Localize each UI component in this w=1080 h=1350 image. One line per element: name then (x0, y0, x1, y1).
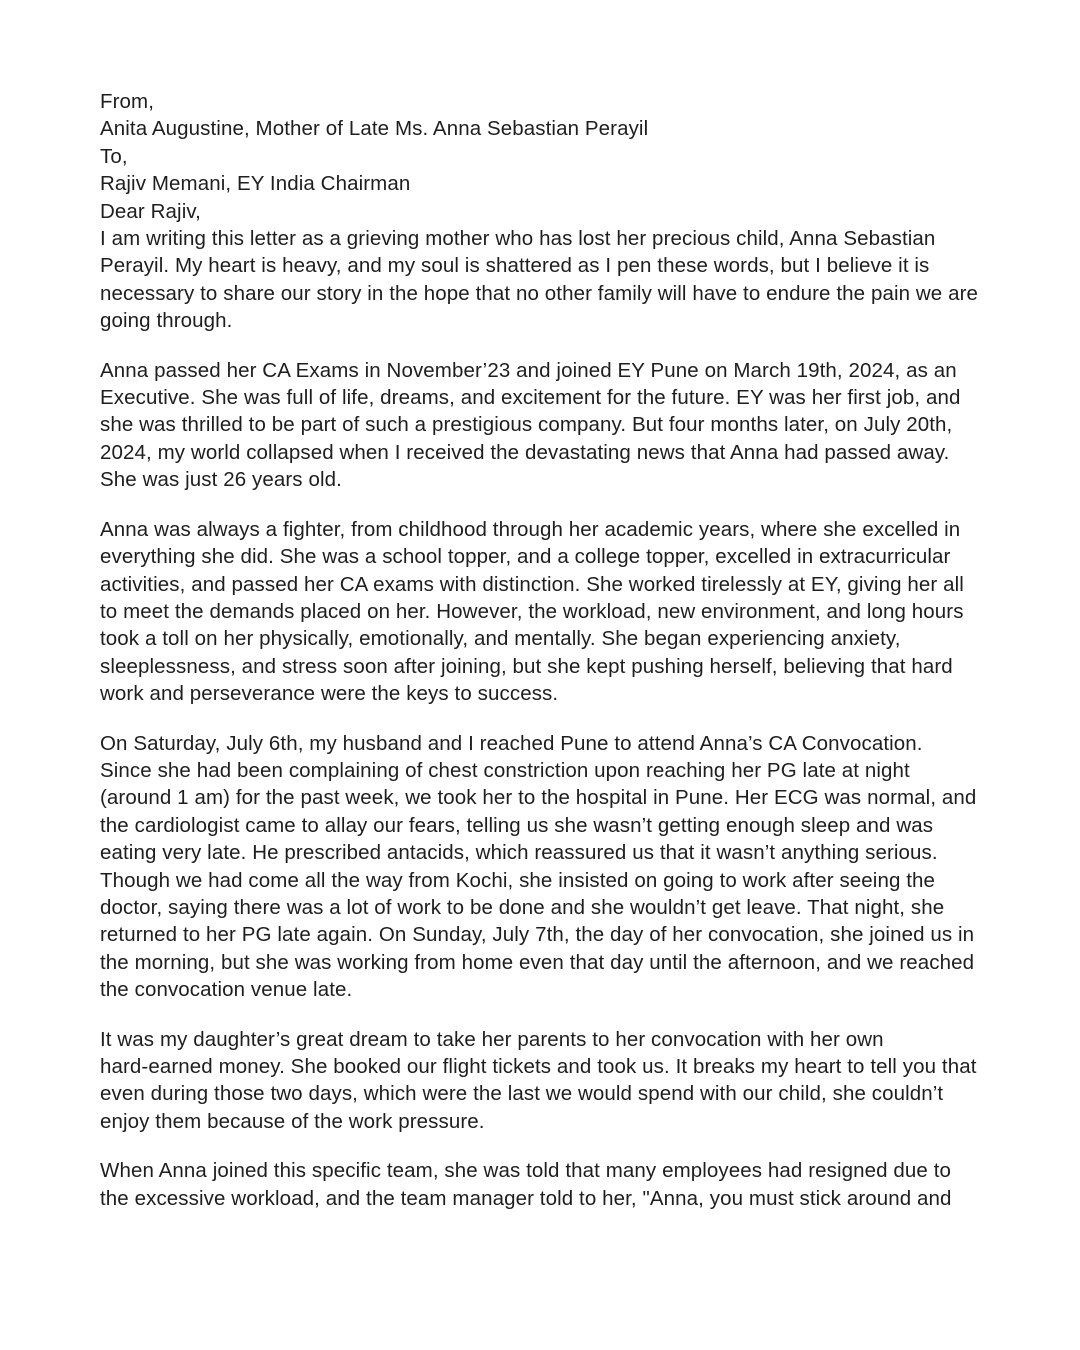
letter-paragraph-5: It was my daughter’s great dream to take her parents to her convocation with her own hard-earned money. She booked our flight tickets and took us. It breaks my heart to tell you that even during those two days, which were the last we would spend with our child, she couldn’t enjoy them because of the work pressure. (100, 1027, 977, 1133)
letter-paragraph-4: On Saturday, July 6th, my husband and I reached Pune to attend Anna’s CA Convocation. Since she had been complaining of chest constriction upon reaching her PG late at night (around 1 am) for the past week, we took her to the hospital in Pune. Her ECG was normal, and the cardiologist came to allay our fears, telling us she wasn’t getting enough sleep and was eating very late. He prescribed antacids, which reassured us that it wasn’t anything serious. Though we had come all the way from Kochi, she insisted on going to work after seeing the doctor, saying there was a lot of work to be done and she wouldn’t get leave. That night, she returned to her PG late again. On Sunday, July 7th, the day of her convocation, she joined us in the morning, but she was working from home even that day until the afternoon, and we reached the convocation venue late. (100, 731, 977, 1002)
letter-to-block: To, Rajiv Memani, EY India Chairman (100, 144, 411, 196)
letter-paragraph-1: I am writing this letter as a grieving mother who has lost her precious child, Anna Sebastian Perayil. My heart is heavy, and my soul is shattered as I pen these words, but I believe it is necessary to share our story in the hope that no other family will have to endure the pain we are going through. (100, 227, 979, 333)
letter-paragraph-2: Anna passed her CA Exams in November’23 and joined EY Pune on March 19th, 2024, as an Executive. She was full of life, dreams, and excitement for the future. EY was her first job, and she was thrilled to be part of such a prestigious company. But four months later, on July 20th, 2024, my world collapsed when I received the devastating news that Anna had passed away. She was just 26 years old. (100, 358, 961, 492)
letter-paragraph-3: Anna was always a fighter, from childhood through her academic years, where she excelled in everything she did. She was a school topper, and a college topper, excelled in extracurricular activities, and passed her CA exams with distinction. She worked tirelessly at EY, giving her all to meet the demands placed on her. However, the workload, new environment, and long hours took a toll on her physically, emotionally, and mentally. She began experiencing anxiety, sleeplessness, and stress soon after joining, but she kept pushing herself, believing that hard work and perseverance were the keys to success. (100, 517, 964, 706)
letter-paragraph-6: When Anna joined this specific team, she was told that many employees had resigned due to the excessive workload, and the team manager told to her, "Anna, you must stick around and (100, 1159, 952, 1210)
letter-body (100, 88, 1080, 1212)
letter-salutation: Dear Rajiv, (100, 199, 201, 223)
letter-from-block: From, Anita Augustine, Mother of Late Ms. Anna Sebastian Perayil (100, 90, 649, 141)
